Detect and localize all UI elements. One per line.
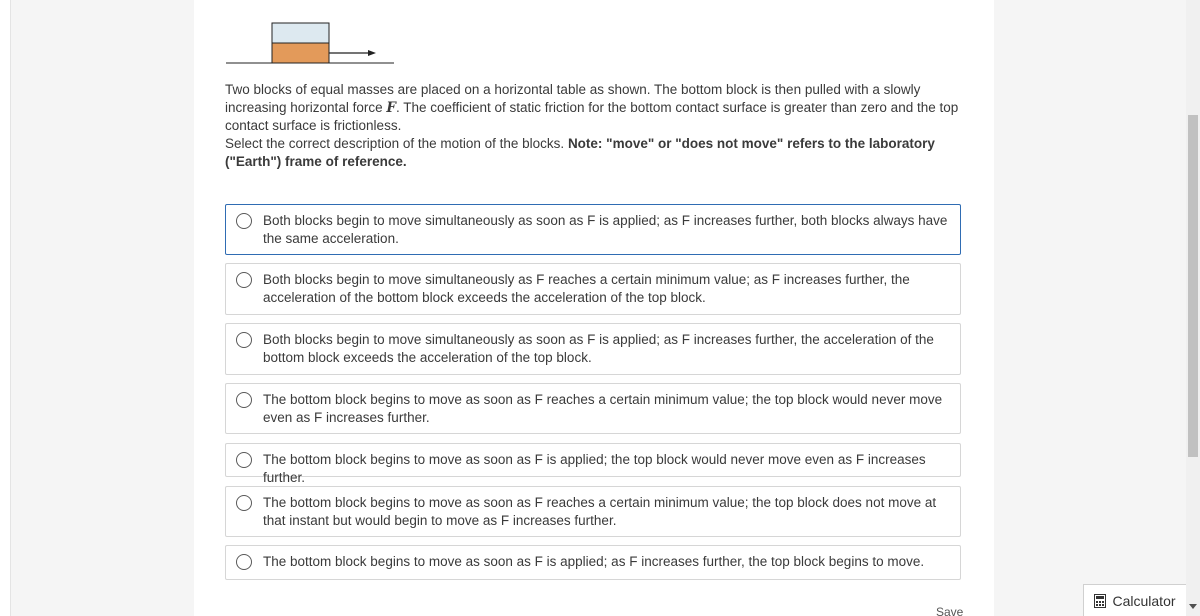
answer-option[interactable] bbox=[225, 486, 961, 537]
left-gutter bbox=[0, 0, 11, 616]
radio-button[interactable] bbox=[236, 452, 252, 468]
option-label: The bottom block begins to move as soon as F reaches a certain minimum value; the top block would never move even as F increases further. bbox=[263, 392, 943, 425]
question-part1: Two blocks of equal masses are placed on a horizontal table as shown. The bottom block is then pulled with a slowly increasing horizontal force bbox=[225, 82, 921, 115]
option-label: The bottom block begins to move as soon as F reaches a certain minimum value; the top block does not move at that instant but would begin to move as F increases further. bbox=[263, 495, 937, 528]
answer-option[interactable] bbox=[225, 204, 961, 255]
option-label: The bottom block begins to move as soon as F is applied; as F increases further, the top block begins to move. bbox=[263, 554, 925, 569]
option-label: Both blocks begin to move simultaneously as soon as F is applied; as F increases further, both blocks always have the same acceleration. bbox=[263, 213, 948, 246]
calculator-icon bbox=[1094, 594, 1106, 608]
answer-option[interactable] bbox=[225, 383, 961, 434]
vertical-scrollbar[interactable] bbox=[1186, 0, 1200, 616]
blocks-figure bbox=[226, 2, 396, 78]
instruction-text: Select the correct description of the motion of the blocks. bbox=[225, 136, 568, 151]
answer-option[interactable] bbox=[225, 545, 961, 580]
radio-button[interactable] bbox=[236, 213, 252, 229]
option-label: Both blocks begin to move simultaneously as soon as F is applied; as F increases further, the acceleration of the bottom block exceeds the acceleration of the top block. bbox=[263, 332, 934, 365]
radio-button[interactable] bbox=[236, 495, 252, 511]
calculator-button[interactable] bbox=[1083, 584, 1187, 616]
question-part1-after: . The coefficient of static friction for the bottom contact surface is greater than zero and the top contact surface is frictionless. bbox=[225, 100, 959, 133]
question-instruction bbox=[225, 135, 970, 171]
save-button[interactable]: Save bbox=[936, 605, 964, 616]
scrollbar-thumb[interactable] bbox=[1188, 115, 1198, 457]
force-symbol: F bbox=[386, 100, 396, 116]
radio-button[interactable] bbox=[236, 554, 252, 570]
radio-button[interactable] bbox=[236, 392, 252, 408]
option-label: The bottom block begins to move as soon as F is applied; the top block would never move even as F increases further. bbox=[263, 452, 926, 485]
answer-option[interactable] bbox=[225, 263, 961, 315]
radio-button[interactable] bbox=[236, 332, 252, 348]
calculator-label: Calculator bbox=[1112, 592, 1176, 609]
radio-button[interactable] bbox=[236, 272, 252, 288]
question-note: Note: "move" or "does not move" refers to the laboratory ("Earth") frame of reference. bbox=[225, 136, 935, 169]
option-label: Both blocks begin to move simultaneously as F reaches a certain minimum value; as F increases further, the acceleration of the bottom block exceeds the acceleration of the top block. bbox=[263, 272, 910, 305]
top-block bbox=[272, 23, 329, 43]
bottom-block bbox=[272, 43, 329, 63]
question-text bbox=[225, 81, 970, 171]
answer-option[interactable] bbox=[225, 323, 961, 375]
answer-option[interactable] bbox=[225, 443, 961, 485]
question-paragraph bbox=[225, 81, 970, 135]
scroll-down-arrow-icon[interactable] bbox=[1189, 604, 1197, 609]
